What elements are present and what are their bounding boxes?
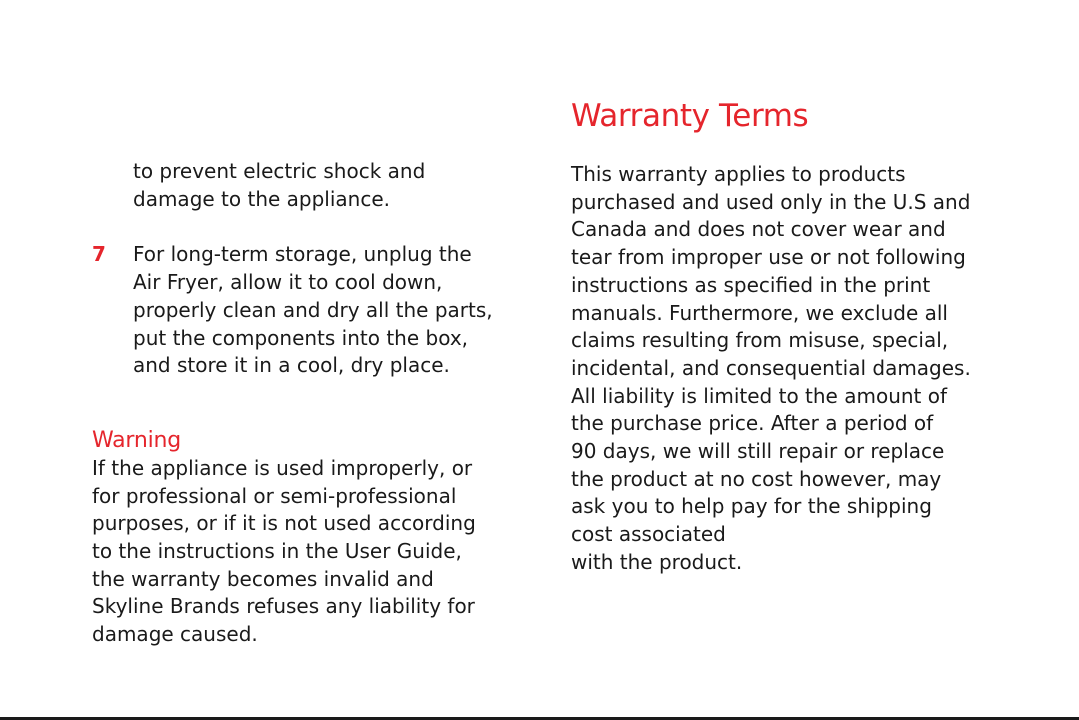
continuation-paragraph [92, 158, 532, 213]
text-line: All liability is limited to the amount of [571, 383, 948, 408]
text-line: cost associated [571, 522, 726, 547]
text-line: 90 days, we will still repair or replace [571, 439, 945, 464]
text-line: and store it in a cool, dry place. [133, 353, 450, 378]
text-line: Canada and does not cover wear and [571, 217, 946, 242]
text-line: tear from improper use or not following [571, 245, 966, 270]
item-7-text [92, 241, 532, 380]
warning-heading: Warning [92, 427, 182, 453]
text-line: properly clean and dry all the parts, [133, 297, 493, 322]
text-line: damage to the appliance. [133, 186, 391, 211]
text-line: manuals. Furthermore, we exclude all [571, 300, 948, 325]
text-line: put the components into the box, [133, 325, 469, 350]
text-line: instructions as specified in the print [571, 272, 931, 297]
item-number: 7 [92, 242, 106, 267]
text-line: This warranty applies to products [571, 162, 906, 186]
text-line: purposes, or if it is not used according [92, 511, 476, 536]
left-column [92, 158, 532, 649]
warranty-title: Warranty Terms [571, 98, 809, 134]
warning-paragraph [92, 455, 532, 649]
text-line: to the instructions in the User Guide, [92, 539, 462, 564]
text-line: Skyline Brands refuses any liability for [92, 594, 475, 619]
text-line: If the appliance is used improperly, or [92, 455, 473, 480]
text-line: ask you to help pay for the shipping [571, 494, 932, 519]
text-line: for professional or semi-professional [92, 483, 457, 508]
text-line: For long-term storage, unplug the [133, 242, 472, 267]
numbered-item-7 [92, 241, 532, 380]
text-line: with the product. [571, 549, 743, 574]
right-column [571, 96, 1011, 577]
warranty-paragraph [571, 161, 1011, 577]
text-line: to prevent electric shock and [133, 159, 426, 183]
text-line: Air Fryer, allow it to cool down, [133, 270, 443, 295]
text-line: the product at no cost however, may [571, 466, 942, 491]
text-line: claims resulting from misuse, special, [571, 328, 949, 353]
text-line: the warranty becomes invalid and [92, 566, 434, 591]
text-line: purchased and used only in the U.S and [571, 189, 971, 214]
text-line: incidental, and consequential damages. [571, 355, 971, 380]
text-line: damage caused. [92, 622, 258, 647]
text-line: the purchase price. After a period of [571, 411, 934, 436]
